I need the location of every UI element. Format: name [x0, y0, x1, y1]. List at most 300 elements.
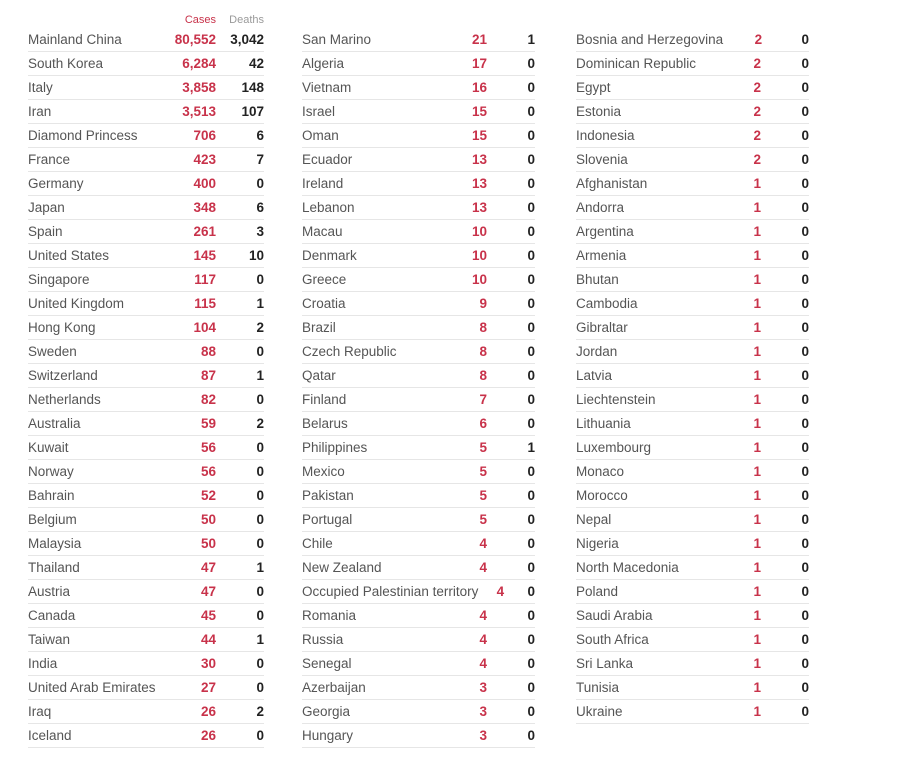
cases-value: 26: [200, 728, 216, 743]
cases-value: 145: [193, 248, 216, 263]
country-name: Cambodia: [576, 296, 638, 311]
cases-value: 44: [200, 632, 216, 647]
cases-value: 26: [200, 704, 216, 719]
deaths-value: 2: [256, 416, 264, 431]
deaths-value: 0: [801, 368, 809, 383]
table-row: [28, 556, 264, 580]
table-row: [28, 196, 264, 220]
cases-value: 1: [753, 464, 761, 479]
country-name: Chile: [302, 536, 333, 551]
cases-value: 10: [471, 224, 487, 239]
deaths-value: 0: [801, 560, 809, 575]
country-name: Iceland: [28, 728, 72, 743]
cases-value: 2: [753, 152, 761, 167]
table-row: [576, 220, 809, 244]
country-name: Ukraine: [576, 704, 623, 719]
cases-value: 50: [200, 536, 216, 551]
cases-value: 6,284: [182, 56, 216, 71]
country-name: Mexico: [302, 464, 345, 479]
table-row: [302, 220, 535, 244]
country-name: Saudi Arabia: [576, 608, 653, 623]
rows-list: [302, 28, 535, 748]
cases-value: 5: [479, 464, 487, 479]
cases-value: 80,552: [174, 32, 216, 47]
cases-value: 4: [479, 608, 487, 623]
cases-value: 88: [200, 344, 216, 359]
table-row: [576, 316, 809, 340]
cases-value: 13: [471, 200, 487, 215]
deaths-value: 0: [801, 464, 809, 479]
country-name: Mainland China: [28, 32, 122, 47]
cases-value: 9: [479, 296, 487, 311]
deaths-value: 0: [256, 728, 264, 743]
cases-value: 4: [479, 536, 487, 551]
deaths-value: 0: [527, 464, 535, 479]
country-name: Singapore: [28, 272, 90, 287]
cases-value: 16: [471, 80, 487, 95]
table-row: [302, 172, 535, 196]
deaths-value: 0: [527, 296, 535, 311]
table-row: [302, 268, 535, 292]
country-name: Malaysia: [28, 536, 82, 551]
deaths-value: 0: [801, 512, 809, 527]
table-row: [28, 484, 264, 508]
country-name: South Africa: [576, 632, 649, 647]
deaths-value: 0: [256, 464, 264, 479]
cases-value: 4: [479, 656, 487, 671]
deaths-value: 1: [256, 560, 264, 575]
table-column-2: [302, 10, 535, 748]
table-row: [302, 244, 535, 268]
country-name: Dominican Republic: [576, 56, 697, 71]
country-name: Iran: [28, 104, 52, 119]
table-row: [302, 580, 535, 604]
table-row: [576, 556, 809, 580]
deaths-value: 0: [801, 152, 809, 167]
cases-value: 45: [200, 608, 216, 623]
deaths-value: 0: [256, 608, 264, 623]
cases-value: 3,858: [182, 80, 216, 95]
deaths-value: 6: [256, 200, 264, 215]
table-row: [576, 508, 809, 532]
table-row: [576, 652, 809, 676]
table-row: [302, 340, 535, 364]
deaths-value: 0: [801, 440, 809, 455]
cases-value: 15: [471, 104, 487, 119]
rows-list: [576, 28, 809, 724]
table-row: [302, 52, 535, 76]
country-name: Poland: [576, 584, 619, 599]
cases-value: 5: [479, 512, 487, 527]
country-name: Romania: [302, 608, 357, 623]
country-name: Netherlands: [28, 392, 101, 407]
table-row: [302, 700, 535, 724]
country-name: Tunisia: [576, 680, 620, 695]
cases-header: Cases: [184, 14, 216, 26]
table-row: [28, 268, 264, 292]
deaths-value: 0: [801, 248, 809, 263]
country-name: Vietnam: [302, 80, 352, 95]
deaths-value: 0: [801, 488, 809, 503]
cases-value: 423: [193, 152, 216, 167]
country-name: Bahrain: [28, 488, 75, 503]
table-row: [28, 76, 264, 100]
deaths-value: 0: [527, 176, 535, 191]
deaths-value: 0: [801, 584, 809, 599]
deaths-value: 148: [241, 80, 264, 95]
table-row: [576, 364, 809, 388]
country-name: Macau: [302, 224, 343, 239]
table-row: [28, 124, 264, 148]
deaths-value: 0: [801, 680, 809, 695]
country-name: Finland: [302, 392, 347, 407]
table-row: [302, 412, 535, 436]
country-name: Switzerland: [28, 368, 98, 383]
cases-value: 1: [753, 512, 761, 527]
deaths-value: 0: [801, 320, 809, 335]
table-row: [576, 532, 809, 556]
table-row: [576, 388, 809, 412]
table-row: [576, 580, 809, 604]
deaths-value: 0: [527, 560, 535, 575]
table-row: [576, 604, 809, 628]
table-row: [576, 124, 809, 148]
table-row: [28, 172, 264, 196]
country-name: Gibraltar: [576, 320, 628, 335]
table-row: [576, 484, 809, 508]
deaths-value: 0: [527, 608, 535, 623]
country-name: Azerbaijan: [302, 680, 366, 695]
cases-value: 5: [479, 440, 487, 455]
table-row: [576, 28, 809, 52]
country-name: Oman: [302, 128, 339, 143]
deaths-value: 1: [256, 368, 264, 383]
country-name: Norway: [28, 464, 74, 479]
deaths-value: 0: [527, 512, 535, 527]
table-row: [28, 652, 264, 676]
table-row: [576, 100, 809, 124]
table-row: [576, 460, 809, 484]
table-row: [302, 532, 535, 556]
deaths-value: 0: [801, 56, 809, 71]
deaths-value: 0: [256, 272, 264, 287]
table-row: [302, 460, 535, 484]
table-row: [28, 340, 264, 364]
table-row: [302, 388, 535, 412]
deaths-value: 0: [527, 632, 535, 647]
cases-value: 1: [753, 656, 761, 671]
country-name: Morocco: [576, 488, 628, 503]
table-row: [28, 28, 264, 52]
country-name: Czech Republic: [302, 344, 397, 359]
country-name: Sweden: [28, 344, 77, 359]
cases-value: 3: [479, 704, 487, 719]
deaths-value: 0: [527, 488, 535, 503]
deaths-value: 2: [256, 704, 264, 719]
cases-value: 1: [753, 368, 761, 383]
deaths-value: 0: [256, 584, 264, 599]
table-row: [302, 196, 535, 220]
country-name: United Kingdom: [28, 296, 125, 311]
cases-value: 1: [753, 200, 761, 215]
cases-value: 3: [479, 728, 487, 743]
deaths-value: 0: [527, 584, 535, 599]
country-name: Philippines: [302, 440, 368, 455]
country-name: Portugal: [302, 512, 353, 527]
country-name: Belarus: [302, 416, 348, 431]
country-name: Italy: [28, 80, 53, 95]
country-name: Australia: [28, 416, 81, 431]
deaths-value: 0: [801, 632, 809, 647]
deaths-value: 0: [801, 224, 809, 239]
cases-value: 15: [471, 128, 487, 143]
deaths-value: 1: [256, 296, 264, 311]
table-row: [28, 580, 264, 604]
deaths-value: 0: [256, 680, 264, 695]
deaths-value: 0: [527, 152, 535, 167]
cases-value: 17: [471, 56, 487, 71]
table-row: [302, 292, 535, 316]
deaths-value: 3,042: [230, 32, 264, 47]
cases-value: 261: [193, 224, 216, 239]
cases-value: 4: [479, 560, 487, 575]
table-row: [28, 436, 264, 460]
country-name: Iraq: [28, 704, 52, 719]
deaths-value: 107: [241, 104, 264, 119]
country-name: United States: [28, 248, 110, 263]
deaths-value: 0: [256, 488, 264, 503]
column-header: [28, 10, 264, 26]
deaths-value: 0: [801, 272, 809, 287]
country-name: Ireland: [302, 176, 344, 191]
table-row: [302, 436, 535, 460]
deaths-value: 0: [527, 680, 535, 695]
cases-value: 2: [753, 56, 761, 71]
country-name: South Korea: [28, 56, 104, 71]
cases-value: 104: [193, 320, 216, 335]
cases-value: 2: [753, 80, 761, 95]
deaths-value: 0: [801, 200, 809, 215]
country-name: Israel: [302, 104, 336, 119]
deaths-value: 2: [256, 320, 264, 335]
country-name: France: [28, 152, 71, 167]
cases-value: 56: [200, 464, 216, 479]
cases-value: 1: [753, 632, 761, 647]
cases-value: 1: [753, 248, 761, 263]
deaths-value: 0: [527, 104, 535, 119]
table-row: [576, 244, 809, 268]
country-name: Thailand: [28, 560, 80, 575]
cases-value: 1: [753, 176, 761, 191]
country-name: Lebanon: [302, 200, 355, 215]
deaths-value: 0: [527, 80, 535, 95]
table-row: [576, 412, 809, 436]
country-name: Indonesia: [576, 128, 635, 143]
country-name: Nepal: [576, 512, 612, 527]
table-row: [576, 340, 809, 364]
cases-value: 52: [200, 488, 216, 503]
cases-value: 706: [193, 128, 216, 143]
cases-value: 1: [753, 608, 761, 623]
cases-value: 47: [200, 560, 216, 575]
deaths-value: 0: [527, 56, 535, 71]
deaths-value: 0: [801, 128, 809, 143]
deaths-value: 0: [527, 224, 535, 239]
country-name: Slovenia: [576, 152, 628, 167]
table-row: [302, 316, 535, 340]
table-row: [28, 604, 264, 628]
deaths-value: 0: [527, 320, 535, 335]
country-name: Luxembourg: [576, 440, 652, 455]
country-name: Greece: [302, 272, 347, 287]
cases-value: 400: [193, 176, 216, 191]
table-row: [302, 364, 535, 388]
table-row: [28, 460, 264, 484]
cases-value: 115: [194, 296, 216, 311]
country-name: Russia: [302, 632, 344, 647]
deaths-value: 0: [527, 344, 535, 359]
table-row: [302, 724, 535, 748]
country-name: Ecuador: [302, 152, 353, 167]
cases-value: 56: [200, 440, 216, 455]
country-name: United Arab Emirates: [28, 680, 156, 695]
country-name: Senegal: [302, 656, 352, 671]
table-row: [302, 508, 535, 532]
table-row: [28, 412, 264, 436]
cases-value: 7: [479, 392, 487, 407]
table-row: [576, 76, 809, 100]
country-name: Argentina: [576, 224, 634, 239]
cases-value: 1: [753, 344, 761, 359]
table-row: [28, 148, 264, 172]
country-name: Canada: [28, 608, 76, 623]
country-name: Afghanistan: [576, 176, 648, 191]
cases-value: 8: [479, 368, 487, 383]
table-row: [302, 676, 535, 700]
cases-value: 10: [471, 248, 487, 263]
table-row: [302, 628, 535, 652]
deaths-value: 0: [527, 368, 535, 383]
country-name: Hungary: [302, 728, 354, 743]
country-name: Nigeria: [576, 536, 619, 551]
country-name: Kuwait: [28, 440, 69, 455]
deaths-value: 1: [527, 32, 535, 47]
cases-value: 1: [753, 392, 761, 407]
cases-value: 8: [479, 320, 487, 335]
table-row: [576, 172, 809, 196]
table-column-1: [28, 10, 264, 748]
deaths-value: 0: [801, 80, 809, 95]
cases-value: 1: [753, 704, 761, 719]
cases-value: 3: [479, 680, 487, 695]
table-row: [576, 52, 809, 76]
table-row: [28, 364, 264, 388]
country-name: Latvia: [576, 368, 613, 383]
country-name: Bosnia and Herzegovina: [576, 32, 724, 47]
cases-value: 13: [471, 152, 487, 167]
cases-value: 2: [754, 32, 763, 47]
deaths-header: Deaths: [229, 14, 264, 26]
cases-value: 117: [194, 272, 216, 287]
table-row: [576, 676, 809, 700]
cases-value: 1: [753, 488, 761, 503]
deaths-value: 0: [801, 344, 809, 359]
deaths-value: 3: [256, 224, 264, 239]
cases-value: 59: [200, 416, 216, 431]
table-row: [302, 484, 535, 508]
cases-value: 30: [200, 656, 216, 671]
table-row: [302, 556, 535, 580]
cases-value: 13: [471, 176, 487, 191]
deaths-value: 0: [801, 416, 809, 431]
table-row: [576, 268, 809, 292]
cases-value: 1: [753, 416, 761, 431]
deaths-value: 10: [248, 248, 264, 263]
country-name: Liechtenstein: [576, 392, 656, 407]
country-name: Occupied Palestinian territory: [302, 584, 479, 599]
country-name: Lithuania: [576, 416, 631, 431]
cases-value: 1: [753, 560, 761, 575]
table-column-3: [576, 10, 809, 724]
rows-list: [28, 28, 264, 748]
table-row: [28, 316, 264, 340]
cases-value: 47: [200, 584, 216, 599]
country-name: Qatar: [302, 368, 336, 383]
cases-value: 1: [753, 584, 761, 599]
country-name: Algeria: [302, 56, 345, 71]
cases-value: 1: [753, 272, 761, 287]
cases-value: 8: [479, 344, 487, 359]
deaths-value: 0: [527, 128, 535, 143]
table-row: [576, 292, 809, 316]
cases-value: 2: [753, 128, 761, 143]
deaths-value: 0: [256, 392, 264, 407]
country-name: India: [28, 656, 58, 671]
country-name: Spain: [28, 224, 63, 239]
table-row: [28, 100, 264, 124]
table-row: [302, 652, 535, 676]
deaths-value: 0: [801, 704, 809, 719]
deaths-value: 0: [801, 392, 809, 407]
country-name: Sri Lanka: [576, 656, 634, 671]
table-row: [576, 148, 809, 172]
deaths-value: 0: [527, 200, 535, 215]
deaths-value: 0: [256, 344, 264, 359]
cases-value: 4: [496, 584, 505, 599]
country-name: San Marino: [302, 32, 372, 47]
deaths-value: 0: [801, 536, 809, 551]
country-name: Hong Kong: [28, 320, 96, 335]
table-row: [28, 220, 264, 244]
table-row: [28, 292, 264, 316]
deaths-value: 0: [527, 416, 535, 431]
cases-value: 82: [200, 392, 216, 407]
table-row: [28, 532, 264, 556]
cases-value: 1: [753, 440, 761, 455]
country-name: Croatia: [302, 296, 346, 311]
country-name: Georgia: [302, 704, 351, 719]
country-name: Bhutan: [576, 272, 619, 287]
country-name: Estonia: [576, 104, 622, 119]
country-name: Austria: [28, 584, 71, 599]
deaths-value: 0: [527, 656, 535, 671]
deaths-value: 0: [527, 704, 535, 719]
deaths-value: 0: [256, 176, 264, 191]
cases-value: 3,513: [182, 104, 216, 119]
deaths-value: 0: [801, 296, 809, 311]
country-name: Germany: [28, 176, 84, 191]
deaths-value: 7: [256, 152, 264, 167]
